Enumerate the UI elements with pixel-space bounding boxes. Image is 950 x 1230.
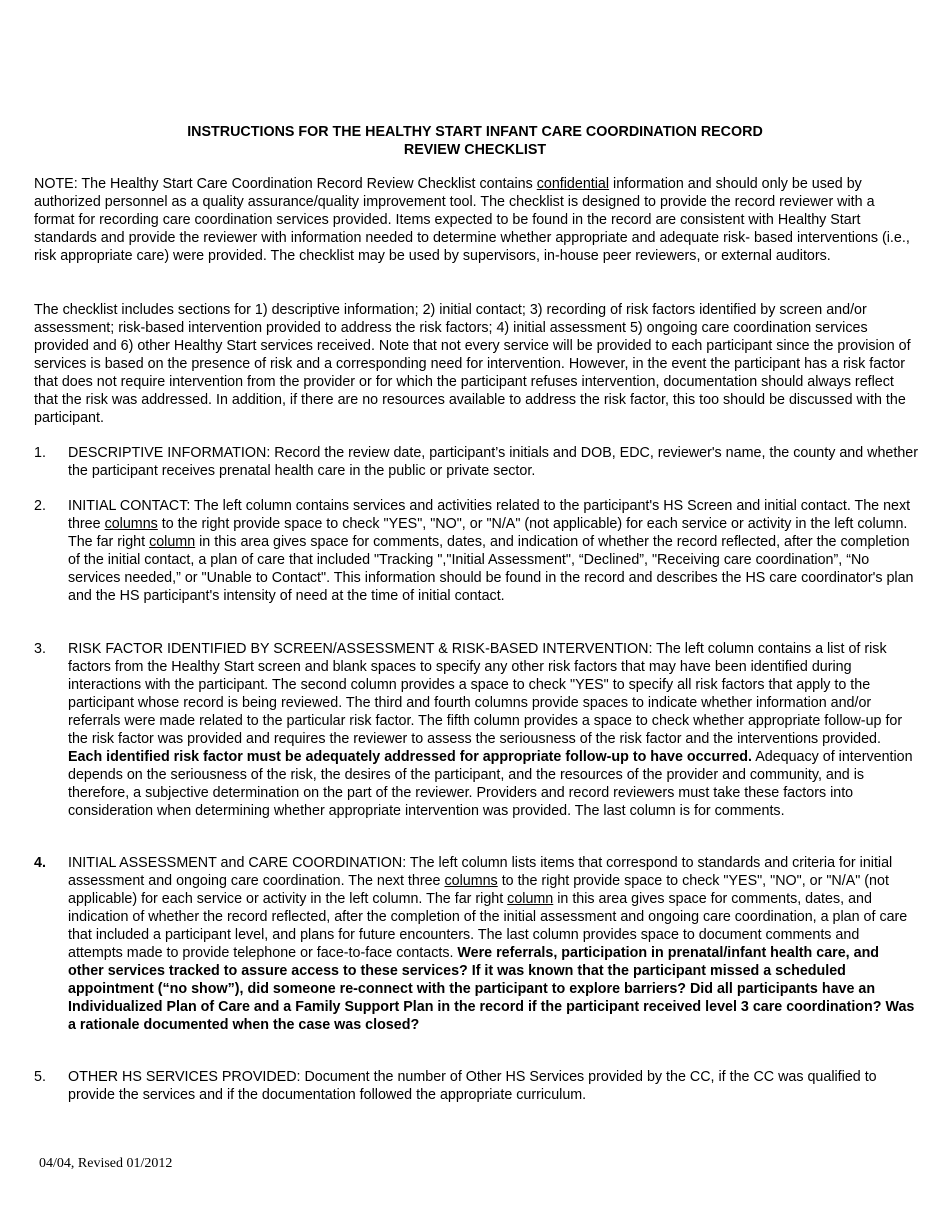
- item-text: [68, 497, 918, 605]
- item-text-part: in this area gives space for comments, dates, and indication of whether the record reflected, after the completion of the initial contact, a plan of care that included "Tracking ","Initial Assessment", “Declined”, "Receiving care coordination”, “No services needed,” or "Unable to Contact". This information should be found in the record and describes the HS care coordinator's plan and the HS participant's intensity of need at the time of initial contact.: [68, 534, 914, 604]
- revision-footer: 04/04, Revised 01/2012: [39, 1156, 173, 1171]
- note-text-start: NOTE: The Healthy Start Care Coordination Record Review Checklist contains: [34, 176, 537, 192]
- underlined-columns-word: columns: [444, 873, 498, 889]
- item-text-part: to the right provide space to check "YES", "NO", or "N/A" (not applicable) for each service or activity in the left column. The far right: [68, 516, 908, 550]
- item-text: DESCRIPTIVE INFORMATION: Record the review date, participant’s initials and DOB, EDC, reviewer's name, the county and whether the participant receives prenatal health care in the public or private sector.: [68, 445, 919, 479]
- item-text: OTHER HS SERVICES PROVIDED: Document the number of Other HS Services provided by the CC, if the CC was qualified to provide the services and if the documentation followed the appropriate curriculum.: [68, 1069, 877, 1103]
- underlined-columns-word: columns: [104, 516, 158, 532]
- sections-paragraph: The checklist includes sections for 1) descriptive information; 2) initial contact; 3) recording of risk factors identified by screen and/or assessment; risk-based intervention provided to address the risk factors; 4) initial assessment 5) ongoing care coordination services provided and 6) other Healthy Start services received. Note that not every service will be provided to each participant since the provision of services is based on the presence of risk and a corresponding need for intervention. However, in the event the participant has a risk factor that does not require intervention from the provider or for which the participant refuses intervention, documentation should always reflect that the risk was addressed. In addition, if there are no resources available to address the risk factor, this too should be discussed with the participant.: [34, 302, 911, 426]
- instruction-item-3: [34, 640, 918, 820]
- underlined-column-word: column: [149, 534, 196, 550]
- item-text-part: INITIAL ASSESSMENT and CARE COORDINATION: The left column lists items that correspond to standards and criteria for initial assessment and ongoing care coordination. The next three: [68, 855, 893, 889]
- note-text-rest: information and should only be used by authorized personnel as a quality assurance/quality improvement tool. The checklist is designed to provide the record reviewer with a format for recording care coordination services provided. Items expected to be found in the record are consistent with Healthy Start standards and provide the reviewer with information needed to determine whether appropriate and adequate risk- based interventions (i.e., risk appropriate care) were provided. The checklist may be used by supervisors, in-house peer reviewers, or external auditors.: [34, 176, 910, 264]
- note-confidential-word: confidential: [536, 176, 610, 192]
- title-line-2: REVIEW CHECKLIST: [403, 142, 547, 158]
- instruction-item-2: [34, 497, 918, 605]
- instruction-item-5: [34, 1068, 918, 1104]
- item-number: 2.: [34, 498, 46, 514]
- item-number: 4.: [34, 855, 46, 871]
- title-line-1: INSTRUCTIONS FOR THE HEALTHY START INFANT CARE COORDINATION RECORD: [187, 124, 763, 140]
- item-text: [68, 640, 918, 820]
- underlined-column-word: column: [507, 891, 554, 907]
- item-text-part: to the right provide space to check "YES", "NO", or "N/A" (not applicable) for each service or activity in the left column. The far right: [68, 873, 889, 907]
- bold-emphasis-text: Each identified risk factor must be adequately addressed for appropriate follow-up to have occurred.: [68, 749, 753, 765]
- item-text-part: RISK FACTOR IDENTIFIED BY SCREEN/ASSESSMENT & RISK-BASED INTERVENTION: The left column contains a list of risk factors from the Healthy Start screen and blank spaces to specify any other risk factors that may have been identified during interactions with the participant. The second column provides a space to check "YES" to specify all risk factors that apply to the participant whose record is being reviewed. The third and fourth columns provide spaces to indicate whether information and/or referrals were made related to the particular risk factor. The fifth column provides a space to check whether appropriate follow-up for the risk factor was provided and requires the reviewer to assess the seriousness of the risk factor and the interventions provided.: [68, 641, 903, 747]
- item-text-part: Adequacy of intervention depends on the seriousness of the risk, the desires of the participant, and the resources of the provider and community, and is therefore, a subjective determination on the part of the reviewer. Providers and record reviewers must take these factors into consideration when determining whether appropriate intervention was provided. The last column is for comments.: [68, 749, 913, 819]
- instruction-item-1: [34, 444, 918, 480]
- note-paragraph: [34, 175, 918, 265]
- bold-emphasis-text: Were referrals, participation in prenatal/infant health care, and other services tracked to assure access to these services? If it was known that the participant missed a scheduled appointment (“no show”), did someone re-connect with the participant to explore barriers? Did all participants have an Individualized Plan of Care and a Family Support Plan in the record if the participant received level 3 care coordination? Was a rationale documented when the case was closed?: [68, 945, 915, 1033]
- item-text-part: in this area gives space for comments, dates, and indication of whether the record reflected, after the completion of the initial assessment and ongoing care coordination, a plan of care that included a participant level, and plans for future encounters. The last column provides space to document comments and attempts made to provide telephone or face-to-face contacts.: [68, 891, 908, 961]
- item-number: 5.: [34, 1069, 46, 1085]
- page-title: [34, 123, 916, 159]
- item-number: 3.: [34, 641, 46, 657]
- instruction-item-4: [34, 854, 918, 1034]
- item-number: 1.: [34, 445, 46, 461]
- item-text-part: INITIAL CONTACT: The left column contains services and activities related to the participant's HS Screen and initial contact. The next three: [68, 498, 911, 532]
- item-text: [68, 854, 918, 1034]
